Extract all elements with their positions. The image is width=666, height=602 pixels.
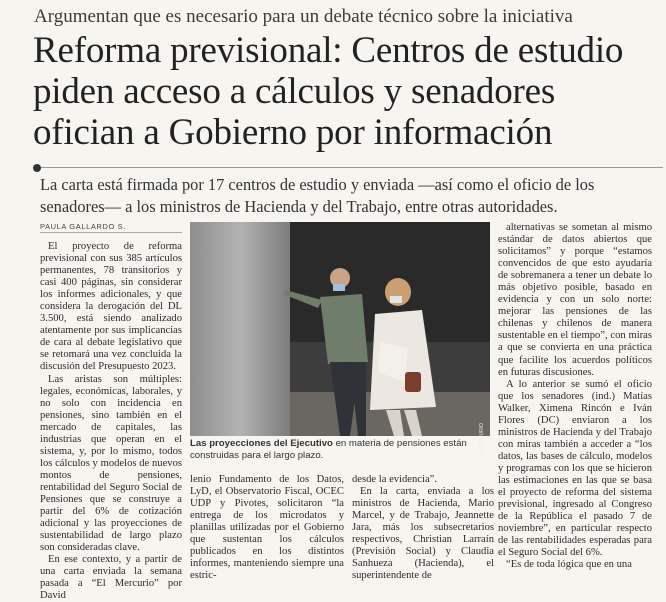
body-column-3 [352,474,494,582]
paragraph: En la carta, enviada a los ministros de Hacienda, Mario Marcel, y de Trabajo, Jeannette Jara, más los subsecretarios respectivos, Christian Larraín (Previsión Social) y Claudia Sanhueza (Hacienda), el superintendente de [352,486,494,582]
photo-caption [190,438,490,462]
body-column-4 [498,222,652,571]
body-column-1 [40,241,182,602]
article-photo [190,222,490,436]
byline: PAULA GALLARDO S. [40,222,126,231]
article-kicker: Argumentan que es necesario para un debate técnico sobre la iniciativa [34,6,573,27]
caption-lead: Las proyecciones del Ejecutivo [190,438,333,449]
paragraph: Las aristas son múltiples: legales, económicas, laborales, y no solo con incidencia en pensiones, sino también en el mercado de capitales, las industrias que operan en el sistema, y, por lo mismo, todos los cálculos y modelos de nuevos montos de pensiones, rentabilidad del Seguro Social de Pensiones que se construye a partir del 6% de cotización adicional y las proyecciones de sustentabilidad de largo plazo son consideradas clave. [40,373,182,554]
article-headline: Reforma previsional: Centros de estudio piden acceso a cálculos y senadores ofician a Gobierno por información [33,30,624,153]
headline-divider [41,167,663,168]
paragraph: lenio Fundamento de los Datos, LyD, el Observatorio Fiscal, OCEC UDP y Pivotes, solicitaron “la entrega de los microdatos y planillas utilizadas por el Gobierno que sustentan los cálculos publicados en los distintos informes, manteniendo siempre una estric- [190,474,344,582]
paragraph: alternativas se sometan al mismo estándar de datos abiertos que solicitamos” y porque “estamos convencidos de que esto ayudaría de sobremanera a tener un debate lo más objetivo posible, basado en evidencia y con un solo norte: mejorar las pensiones de las chilenas y chilenos de manera sustentable en el tiempo”, con miras a que se convierta en una práctica que facilite los acuerdos políticos en futuras discusiones. [498,222,652,378]
paragraph: El proyecto de reforma previsional con sus 385 artículos permanentes, 78 transitorios y casi 400 páginas, sin considerar los informes adicionales, y que considera la derogación del DL 3.500, está siendo analizado atentamente por sus implicancias de cara al debate legislativo que se retomará una vez concluida la discusión del Presupuesto 2023. [40,241,182,373]
article-deck: La carta está firmada por 17 centros de estudio y enviada —así como el oficio de los senadores— a los ministros de Hacienda y del Trabajo, entre otras autoridades. [40,175,595,216]
body-column-2 [190,474,344,582]
paragraph: “Es de toda lógica que en una [506,559,632,571]
paragraph: En ese contexto, y a partir de una carta enviada la semana pasada a “El Mercurio” por David [40,554,182,602]
caption-text: en materia de pensiones están construidas para el largo plazo. [190,438,467,461]
byline-divider [40,232,182,233]
photo-credit: EL MERCURIO [479,423,485,458]
paragraph: A lo anterior se sumó el oficio que los senadores (ind.) Matías Walker, Ximena Rincón e Iván Flores (DC) enviaron a los ministros de Hacienda y del Trabajo con miras también a acceder a “los datos, las bases de cálculo, modelos y programas con los que se hicieron las estimaciones en las que se basa el proyecto de reforma del sistema previsional, ingresado al Congreso de la República el pasado 7 de noviembre”, en particular respecto de las rentabilidades esperadas para el Seguro Social del 6%. [498,378,652,559]
rule-bullet [33,164,41,172]
photo-elderly-couple-icon [190,222,490,436]
paragraph: desde la evidencia”. [352,474,437,485]
